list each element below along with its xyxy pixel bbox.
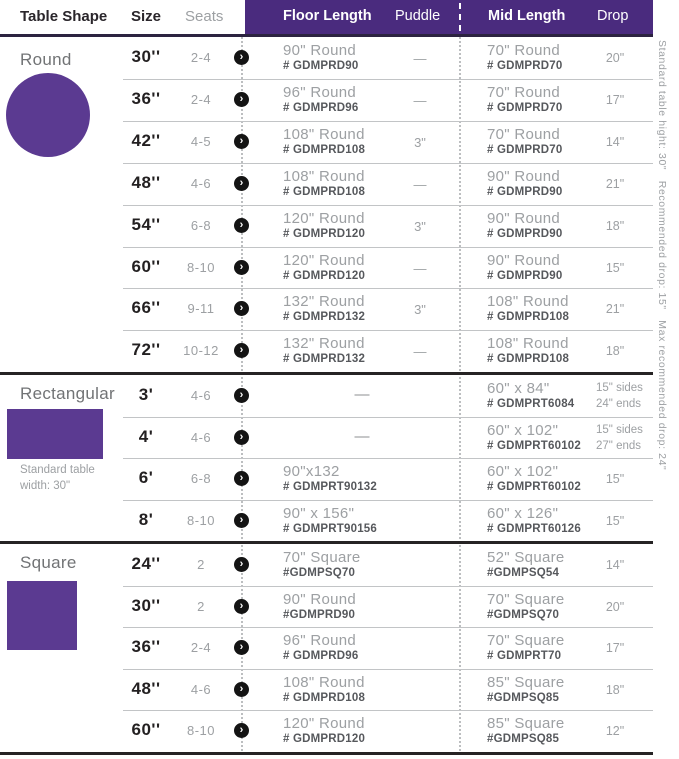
floor-length-cell: [283, 126, 365, 156]
drop-line-2: 24" ends: [596, 397, 642, 410]
puddle-cell: —: [413, 51, 427, 66]
size-cell: 6': [138, 468, 154, 487]
section-divider: [0, 752, 653, 755]
arrow-right-circle-icon: ›: [234, 134, 249, 149]
size-cell: 3': [138, 385, 154, 404]
mid-length-value: 90" Round: [487, 168, 561, 185]
seats-cell: 8-10: [186, 723, 216, 738]
mid-length-value: 52" Square: [487, 549, 565, 566]
arrow-right-circle-icon: ›: [234, 260, 249, 275]
floor-length-value: 96" Round: [283, 632, 357, 649]
drop-cell: 15": [605, 514, 625, 528]
mid-length-sku: #GDMPSQ70: [487, 609, 560, 621]
drop-cell: 12": [605, 724, 625, 738]
table-row: [0, 375, 679, 417]
drop-cell: 14": [605, 135, 625, 149]
mid-length-cell: [487, 463, 581, 493]
seats-cell: 4-6: [190, 430, 212, 445]
floor-length-cell: [283, 505, 377, 535]
drop-cell: 18": [605, 219, 625, 233]
seats-cell: 10-12: [183, 343, 219, 358]
column-header-mid-length: Mid Length: [488, 8, 566, 24]
floor-length-sku: # GDMPRD120: [283, 270, 366, 282]
floor-length-sku: # GDMPRD90: [283, 60, 359, 72]
size-cell: 8': [138, 510, 154, 529]
mid-length-value: 85" Square: [487, 715, 565, 732]
drop-line-2: 27" ends: [596, 439, 642, 452]
drop-cell: 20": [605, 51, 625, 65]
arrow-right-circle-icon: ›: [234, 388, 249, 403]
purple-header-band: [245, 0, 653, 34]
floor-length-cell: [283, 632, 359, 662]
table-row: [0, 669, 679, 711]
mid-length-sku: # GDMPRT60126: [487, 523, 581, 535]
table-row: [0, 247, 679, 289]
mid-length-cell: [487, 549, 565, 579]
floor-length-dash: —: [354, 386, 370, 403]
floor-length-value: 96" Round: [283, 84, 357, 101]
mid-length-cell: [487, 715, 565, 745]
mid-length-value: 60" x 126": [487, 505, 559, 522]
seats-cell: 2-4: [190, 92, 212, 107]
row-separator: [123, 458, 653, 459]
mid-length-sku: #GDMPSQ85: [487, 733, 560, 745]
table-row: [0, 627, 679, 669]
floor-length-sku: # GDMPRD96: [283, 102, 359, 114]
floor-length-value: 90" Round: [283, 591, 357, 608]
shape-label-square: Square: [20, 553, 77, 572]
floor-length-cell: [283, 674, 365, 704]
size-cell: 60'': [131, 257, 161, 276]
table-row: [0, 330, 679, 372]
table-row: [0, 417, 679, 459]
arrow-right-circle-icon: ›: [234, 218, 249, 233]
arrow-right-circle-icon: ›: [234, 599, 249, 614]
size-cell: 42'': [131, 131, 161, 150]
arrow-right-circle-icon: ›: [234, 471, 249, 486]
drop-cell: [596, 423, 654, 454]
arrow-right-circle-icon: ›: [234, 430, 249, 445]
size-cell: 72'': [131, 340, 161, 359]
size-cell: 4': [138, 427, 154, 446]
seats-cell: 2: [197, 557, 205, 572]
table-row: [0, 163, 679, 205]
size-cell: 30'': [131, 47, 161, 66]
floor-length-sku: #GDMPSQ70: [283, 567, 356, 579]
side-note-vertical: Standard table hight: 30" Recommended drop: 15" Max recommended drop: 24": [656, 40, 668, 471]
mid-length-value: 60" x 102": [487, 463, 559, 480]
mid-length-value: 108" Round: [487, 335, 569, 352]
mid-length-sku: # GDMPRT60102: [487, 440, 581, 452]
floor-length-value: 90" Round: [283, 42, 357, 59]
arrow-right-circle-icon: ›: [234, 50, 249, 65]
drop-line-1: 15" sides: [596, 382, 643, 394]
mid-length-cell: [487, 84, 563, 114]
seats-cell: 2: [197, 599, 205, 614]
column-header-size: Size: [131, 8, 162, 25]
row-separator: [123, 710, 653, 711]
table-row: [0, 37, 679, 79]
floor-length-sku: # GDMPRD108: [283, 144, 366, 156]
mid-length-sku: # GDMPRD90: [487, 270, 563, 282]
size-cell: 24'': [131, 554, 161, 573]
floor-length-cell: [283, 335, 365, 365]
floor-length-cell: [283, 715, 365, 745]
floor-length-cell: [283, 42, 359, 72]
floor-length-cell: [283, 252, 365, 282]
mid-length-cell: [487, 168, 563, 198]
arrow-right-circle-icon: ›: [234, 723, 249, 738]
arrow-right-circle-icon: ›: [234, 92, 249, 107]
size-cell: 66'': [131, 298, 161, 317]
mid-length-cell: [487, 126, 563, 156]
floor-length-sku: # GDMPRD96: [283, 650, 359, 662]
floor-length-dash: —: [354, 428, 370, 445]
arrow-right-circle-icon: ›: [234, 301, 249, 316]
seats-cell: 4-6: [190, 176, 212, 191]
size-cell: 60'': [131, 720, 161, 739]
drop-cell: 17": [605, 641, 625, 655]
drop-cell: 21": [605, 302, 625, 316]
arrow-right-circle-icon: ›: [234, 640, 249, 655]
size-cell: 54'': [131, 215, 161, 234]
size-cell: 48'': [131, 679, 161, 698]
floor-length-cell: [283, 549, 361, 579]
table-row: [0, 544, 679, 586]
table-row: [0, 205, 679, 247]
mid-length-sku: #GDMPSQ54: [487, 567, 560, 579]
row-separator: [123, 247, 653, 248]
floor-length-sku: #GDMPRD90: [283, 609, 356, 621]
seats-cell: 4-6: [190, 682, 212, 697]
floor-length-cell: [283, 293, 365, 323]
arrow-right-circle-icon: ›: [234, 682, 249, 697]
row-separator: [123, 205, 653, 206]
table-row: [0, 500, 679, 542]
table-width-note: Standard table width: 30": [20, 464, 95, 492]
floor-length-cell: [283, 84, 359, 114]
mid-length-value: 90" Round: [487, 210, 561, 227]
column-header-floor-length: Floor Length: [283, 8, 372, 24]
floor-length-cell: [283, 210, 365, 240]
header-dashed-divider: [459, 3, 461, 31]
floor-length-sku: # GDMPRD108: [283, 186, 366, 198]
puddle-cell: —: [413, 93, 427, 108]
size-cell: 36'': [131, 637, 161, 656]
mid-length-sku: #GDMPSQ85: [487, 692, 560, 704]
mid-length-value: 60" x 102": [487, 422, 559, 439]
size-cell: 48'': [131, 173, 161, 192]
size-cell: 30'': [131, 596, 161, 615]
mid-length-sku: # GDMPRT60102: [487, 481, 581, 493]
mid-length-sku: # GDMPRD108: [487, 353, 570, 365]
row-separator: [123, 500, 653, 501]
seats-cell: 4-6: [190, 388, 212, 403]
mid-length-cell: [487, 591, 565, 621]
puddle-cell: 3": [414, 135, 426, 150]
floor-length-sku: # GDMPRD108: [283, 692, 366, 704]
seats-cell: 2-4: [190, 640, 212, 655]
table-row: [0, 586, 679, 628]
drop-cell: 14": [605, 558, 625, 572]
table-row: [0, 458, 679, 500]
seats-cell: 4-5: [190, 134, 212, 149]
floor-length-value: 108" Round: [283, 126, 365, 143]
floor-length-value: 120" Round: [283, 252, 365, 269]
row-separator: [123, 669, 653, 670]
mid-length-cell: [487, 380, 574, 410]
mid-length-cell: [487, 335, 569, 365]
column-header-table-shape: Table Shape: [20, 8, 108, 25]
drop-cell: [596, 381, 654, 412]
table-row: [0, 710, 679, 752]
shape-label-rectangular: Rectangular: [20, 384, 115, 403]
row-separator: [123, 417, 653, 418]
mid-length-value: 60" x 84": [487, 380, 550, 397]
mid-length-cell: [487, 632, 565, 662]
row-separator: [123, 288, 653, 289]
arrow-right-circle-icon: ›: [234, 557, 249, 572]
column-header-seats: Seats: [185, 8, 224, 25]
mid-length-value: 70" Square: [487, 591, 565, 608]
table-row: [0, 79, 679, 121]
drop-cell: 17": [605, 93, 625, 107]
mid-length-value: 70" Round: [487, 126, 561, 143]
mid-length-sku: # GDMPRT6084: [487, 398, 575, 410]
mid-length-value: 70" Round: [487, 84, 561, 101]
drop-cell: 20": [605, 600, 625, 614]
drop-cell: 18": [605, 344, 625, 358]
mid-length-cell: [487, 210, 563, 240]
table-row: [0, 121, 679, 163]
arrow-right-circle-icon: ›: [234, 513, 249, 528]
floor-length-value: 132" Round: [283, 293, 365, 310]
shape-label-round: Round: [20, 50, 72, 69]
mid-length-cell: [487, 42, 563, 72]
puddle-cell: —: [413, 261, 427, 276]
puddle-cell: —: [413, 344, 427, 359]
floor-length-value: 90"x132: [283, 463, 340, 480]
drop-cell: 21": [605, 177, 625, 191]
mid-length-sku: # GDMPRD70: [487, 60, 563, 72]
mid-length-cell: [487, 422, 581, 452]
mid-length-sku: # GDMPRD70: [487, 144, 563, 156]
seats-cell: 8-10: [186, 513, 216, 528]
floor-length-cell: [283, 591, 356, 621]
puddle-cell: 3": [414, 302, 426, 317]
floor-length-sku: # GDMPRD132: [283, 353, 366, 365]
column-header-drop: Drop: [597, 8, 629, 24]
mid-length-value: 70" Round: [487, 42, 561, 59]
floor-length-value: 120" Round: [283, 715, 365, 732]
floor-length-cell: [283, 463, 377, 493]
mid-length-cell: [487, 505, 581, 535]
row-separator: [123, 627, 653, 628]
mid-length-cell: [487, 252, 563, 282]
seats-cell: 9-11: [187, 301, 215, 316]
floor-length-sku: # GDMPRD132: [283, 311, 366, 323]
mid-length-sku: # GDMPRD90: [487, 228, 563, 240]
seats-cell: 6-8: [190, 471, 212, 486]
seats-cell: 8-10: [186, 260, 216, 275]
row-separator: [123, 79, 653, 80]
mid-length-sku: # GDMPRD90: [487, 186, 563, 198]
floor-length-sku: # GDMPRD120: [283, 733, 366, 745]
puddle-cell: 3": [414, 219, 426, 234]
mid-length-value: 108" Round: [487, 293, 569, 310]
row-separator: [123, 121, 653, 122]
row-separator: [123, 163, 653, 164]
row-separator: [123, 330, 653, 331]
floor-length-value: 108" Round: [283, 674, 365, 691]
seats-cell: 6-8: [190, 218, 212, 233]
mid-length-value: 90" Round: [487, 252, 561, 269]
column-header-puddle: Puddle: [395, 8, 441, 24]
floor-length-value: 132" Round: [283, 335, 365, 352]
mid-length-sku: # GDMPRT70: [487, 650, 562, 662]
mid-length-value: 85" Square: [487, 674, 565, 691]
mid-length-sku: # GDMPRD108: [487, 311, 570, 323]
floor-length-sku: # GDMPRT90132: [283, 481, 377, 493]
floor-length-value: 120" Round: [283, 210, 365, 227]
floor-length-sku: # GDMPRD120: [283, 228, 366, 240]
drop-cell: 18": [605, 683, 625, 697]
floor-length-sku: # GDMPRT90156: [283, 523, 377, 535]
mid-length-cell: [487, 674, 565, 704]
size-cell: 36'': [131, 89, 161, 108]
drop-cell: 15": [605, 472, 625, 486]
floor-length-cell: [283, 168, 365, 198]
mid-length-sku: # GDMPRD70: [487, 102, 563, 114]
drop-cell: 15": [605, 261, 625, 275]
seats-cell: 2-4: [190, 50, 212, 65]
floor-length-value: 90" x 156": [283, 505, 355, 522]
row-separator: [123, 586, 653, 587]
floor-length-value: 108" Round: [283, 168, 365, 185]
floor-length-value: 70" Square: [283, 549, 361, 566]
mid-length-value: 70" Square: [487, 632, 565, 649]
arrow-right-circle-icon: ›: [234, 176, 249, 191]
puddle-cell: —: [413, 177, 427, 192]
table-row: [0, 288, 679, 330]
drop-line-1: 15" sides: [596, 424, 643, 436]
arrow-right-circle-icon: ›: [234, 343, 249, 358]
mid-length-cell: [487, 293, 569, 323]
